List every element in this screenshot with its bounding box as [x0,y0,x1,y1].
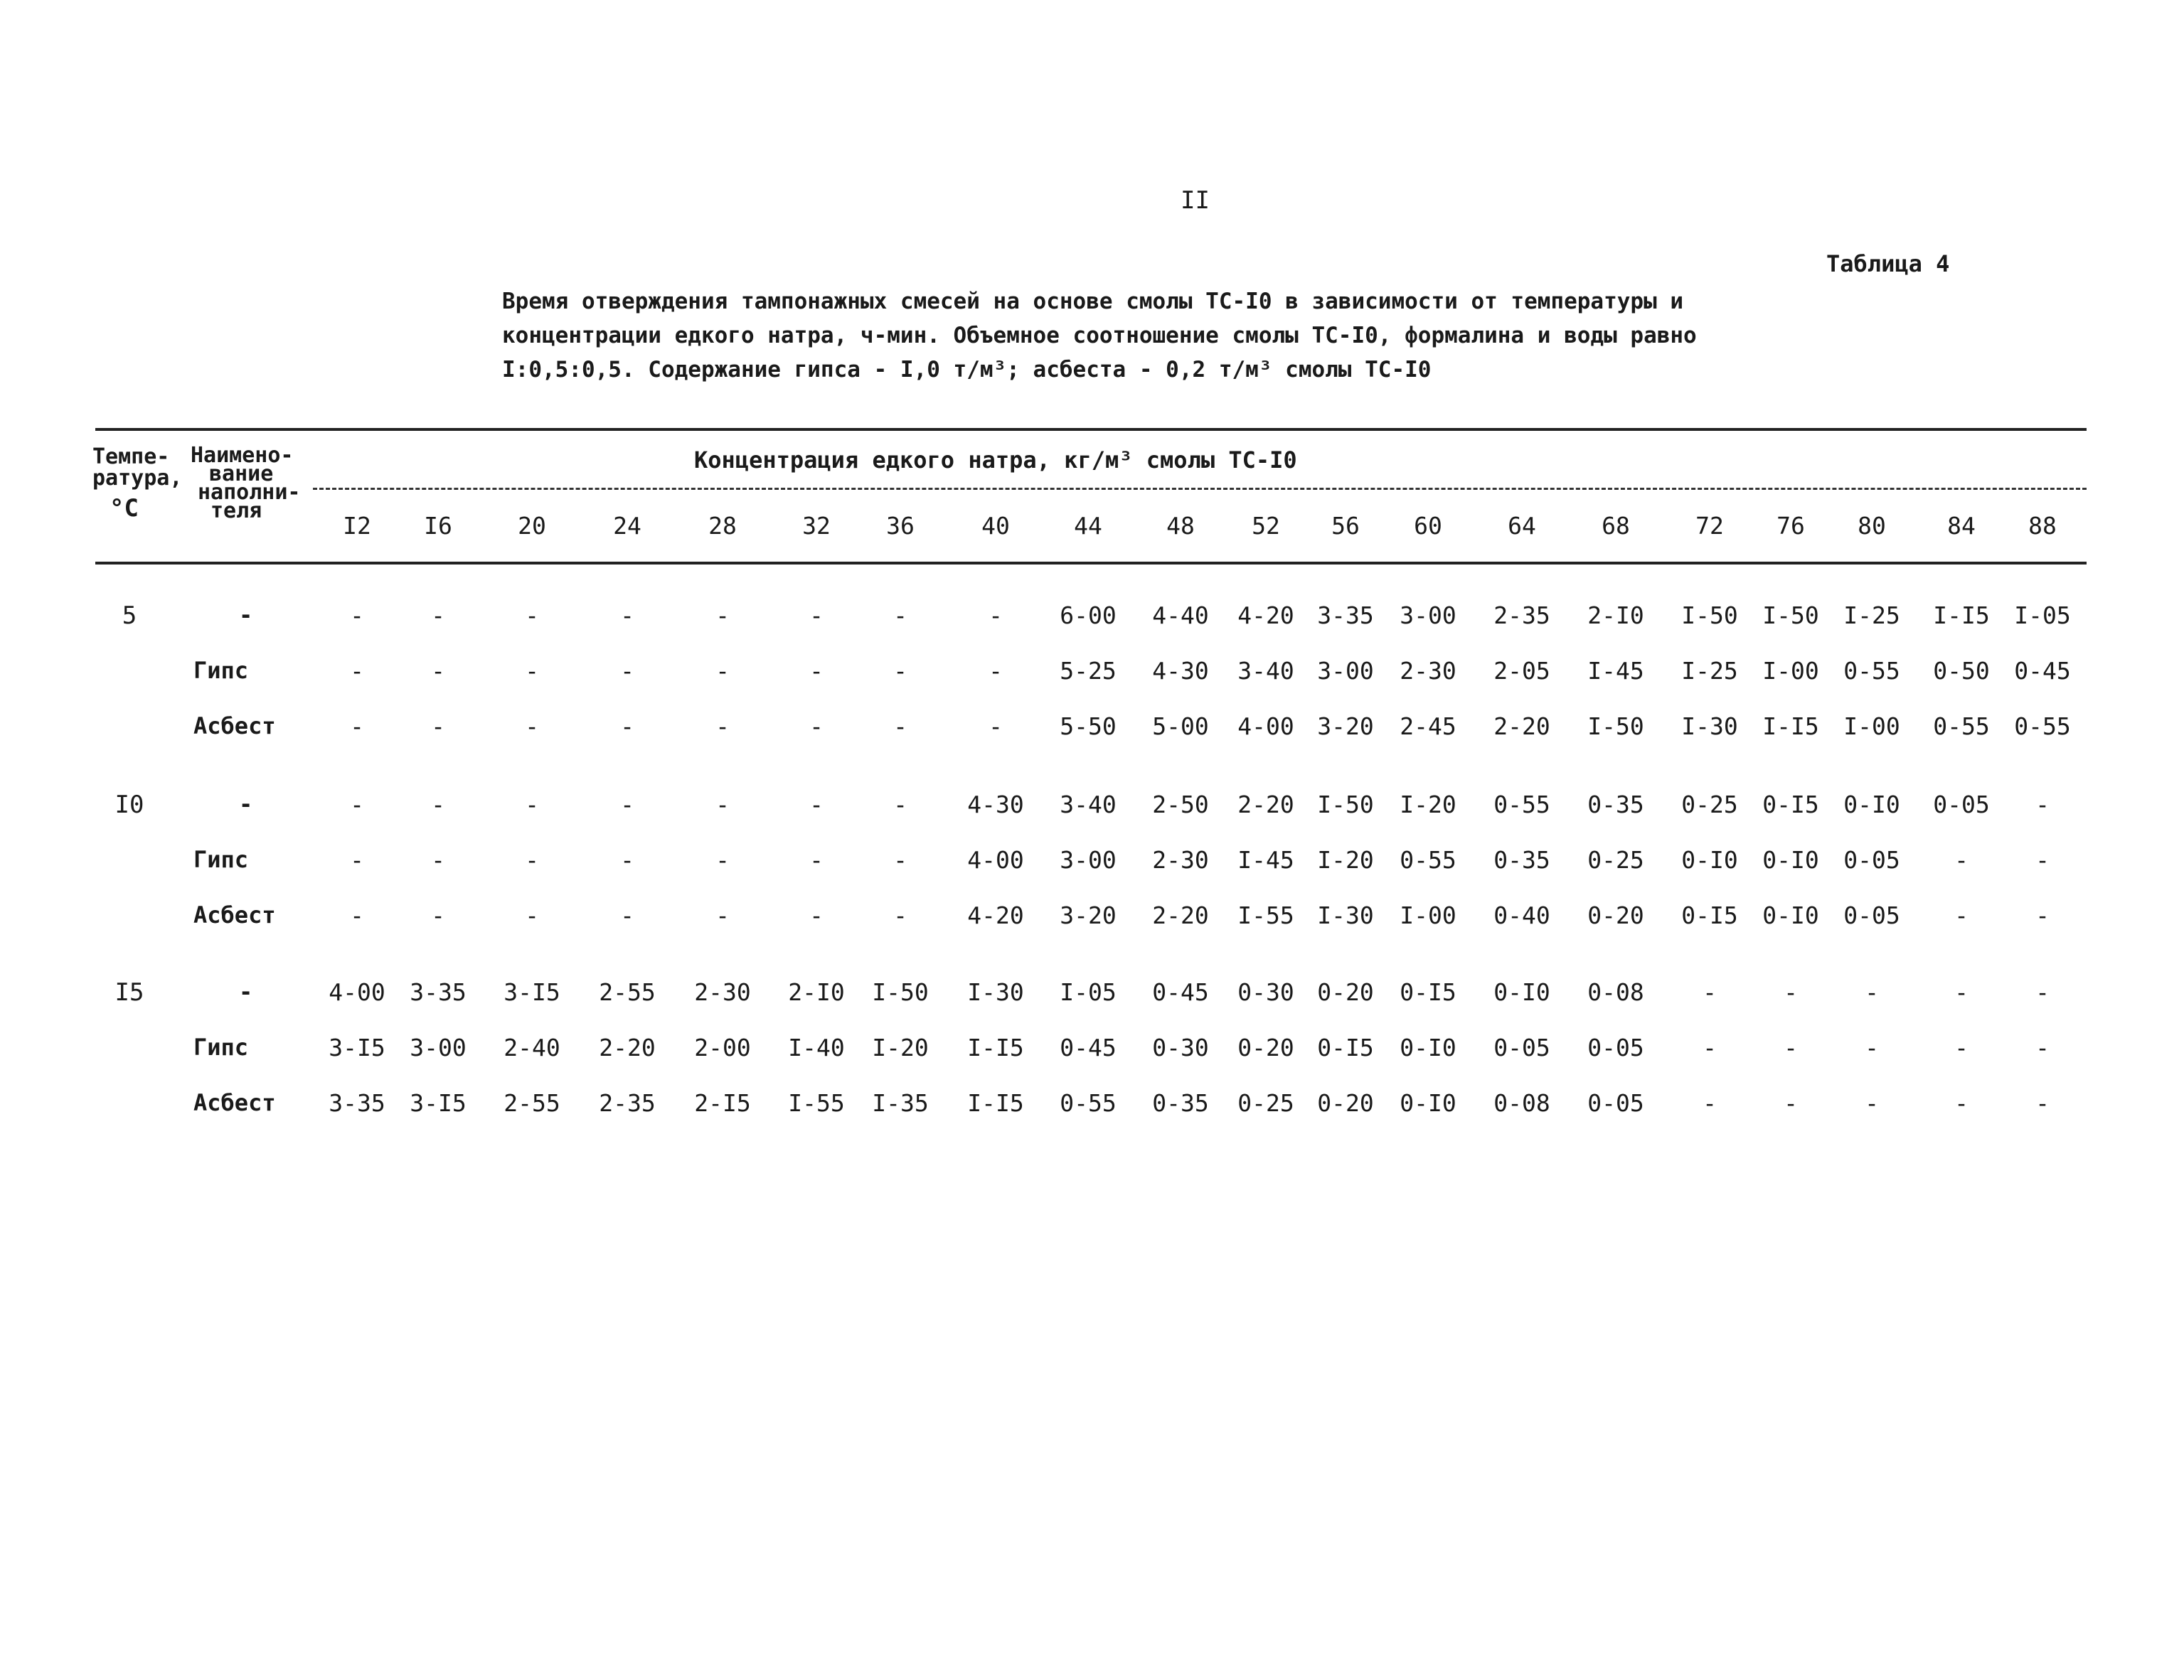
table-cell: 0-I0 [1762,846,1819,874]
table-cell: - [1865,1034,1879,1061]
table-cell: - [809,791,824,818]
table-cell: - [620,846,634,874]
filler-cell: Гипс [193,657,249,684]
table-cell: - [715,901,730,929]
table-cell: - [809,657,824,685]
table-cell: I-45 [1587,657,1644,685]
table-cell: 0-I0 [1400,1034,1456,1061]
temp-header-line-3: °С [110,494,139,523]
table-cell: - [1954,846,1969,874]
table-cell: - [431,601,445,629]
table-cell: - [1954,901,1969,929]
table-cell: 2-35 [1493,601,1550,629]
table-cell: I-I5 [1762,712,1819,740]
table-cell: 3-I5 [410,1089,467,1117]
column-header-1: I6 [424,512,452,540]
table-cell: 0-25 [1237,1089,1294,1117]
table-cell: - [1954,978,1969,1006]
table-cell: - [2035,1089,2050,1117]
table-cell: - [431,712,445,740]
table-cell: - [525,601,539,629]
table-cell: 0-05 [1843,846,1900,874]
table-cell: - [2035,901,2050,929]
table-cell: 2-55 [599,978,656,1006]
table-cell: 0-35 [1152,1089,1209,1117]
table-cell: I-20 [1317,846,1374,874]
table-cell: - [350,601,364,629]
column-header-7: 40 [981,512,1010,540]
table-title-line-3: I:0,5:0,5. Содержание гипса - I,0 т/м³; асбеста - 0,2 т/м³ смолы ТС-I0 [502,357,1432,382]
table-cell: - [620,901,634,929]
filler-header-line-3: наполни- [198,480,301,505]
table-cell: - [620,601,634,629]
table-cell: I-25 [1681,657,1738,685]
table-cell: 3-I5 [504,978,560,1006]
table-cell: - [1865,1089,1879,1117]
table-cell: 0-25 [1681,791,1738,818]
column-header-5: 32 [802,512,831,540]
table-cell: 5-25 [1060,657,1117,685]
table-cell: 2-45 [1400,712,1456,740]
table-cell: - [431,846,445,874]
table-cell: 0-20 [1317,978,1374,1006]
table-cell: I-I5 [967,1089,1024,1117]
table-cell: - [809,601,824,629]
table-cell: 2-40 [504,1034,560,1061]
table-cell: - [620,657,634,685]
table-cell: - [525,791,539,818]
table-cell: 0-05 [1493,1034,1550,1061]
table-cell: - [809,901,824,929]
table-cell: - [1954,1034,1969,1061]
column-header-16: 76 [1777,512,1805,540]
table-cell: I-50 [1681,601,1738,629]
table-label: Таблица 4 [1826,250,1950,277]
table-cell: - [989,657,1003,685]
table-cell: I-00 [1400,901,1456,929]
table-cell: 0-20 [1237,1034,1294,1061]
header-divider-rule [313,488,2087,490]
table-cell: - [715,601,730,629]
table-cell: 2-05 [1493,657,1550,685]
table-cell: - [809,712,824,740]
table-cell: I-40 [788,1034,845,1061]
page-number: II [1181,186,1210,215]
table-cell: 2-20 [1493,712,1550,740]
table-cell: - [431,657,445,685]
table-cell: - [989,601,1003,629]
table-cell: - [350,712,364,740]
table-cell: 3-20 [1060,901,1117,929]
table-cell: 0-55 [1843,657,1900,685]
temp-header-line-1: Темпе- [92,444,170,469]
table-cell: 0-55 [1060,1089,1117,1117]
table-cell: - [1865,978,1879,1006]
table-cell: - [893,657,907,685]
table-cell: 0-I0 [1400,1089,1456,1117]
table-cell: 4-30 [967,791,1024,818]
table-cell: 4-00 [329,978,385,1006]
table-cell: - [715,712,730,740]
table-cell: 0-40 [1493,901,1550,929]
filler-header-line-1: Наимено- [191,443,294,468]
table-cell: 3-00 [1317,657,1374,685]
table-cell: - [2035,846,2050,874]
table-cell: 0-45 [1060,1034,1117,1061]
table-cell: 3-00 [1400,601,1456,629]
table-cell: 2-30 [1400,657,1456,685]
table-cell: - [350,791,364,818]
table-cell: 0-I5 [1681,901,1738,929]
filler-cell: Асбест [193,712,276,739]
column-header-18: 84 [1947,512,1976,540]
table-cell: 0-55 [2014,712,2071,740]
table-cell: 0-55 [1493,791,1550,818]
table-cell: 3-40 [1237,657,1294,685]
filler-cell: - [239,791,253,818]
table-cell: I-55 [788,1089,845,1117]
table-cell: I-00 [1762,657,1819,685]
table-cell: 2-50 [1152,791,1209,818]
table-cell: 2-I5 [694,1089,751,1117]
table-cell: 2-20 [1152,901,1209,929]
column-header-2: 20 [518,512,546,540]
filler-cell: - [239,978,253,1005]
table-cell: - [431,901,445,929]
temperature-column-header [92,444,183,523]
filler-cell: Асбест [193,1089,276,1116]
column-header-9: 48 [1166,512,1195,540]
table-cell: - [2035,978,2050,1006]
table-cell: 0-I0 [1762,901,1819,929]
table-cell: - [1954,1089,1969,1117]
table-cell: I-I5 [967,1034,1024,1061]
column-header-14: 68 [1602,512,1630,540]
column-header-15: 72 [1695,512,1724,540]
table-cell: 2-30 [694,978,751,1006]
table-cell: I-25 [1843,601,1900,629]
table-cell: 0-35 [1587,791,1644,818]
column-header-11: 56 [1331,512,1360,540]
table-cell: - [1703,1034,1717,1061]
table-cell: - [525,712,539,740]
table-cell: 2-20 [1237,791,1294,818]
column-header-13: 64 [1508,512,1536,540]
table-cell: I-45 [1237,846,1294,874]
table-cell: 4-00 [967,846,1024,874]
table-cell: 0-05 [1933,791,1990,818]
column-header-6: 36 [886,512,915,540]
table-cell: 0-I5 [1762,791,1819,818]
table-cell: 3-I5 [329,1034,385,1061]
table-cell: 2-00 [694,1034,751,1061]
table-cell: 4-30 [1152,657,1209,685]
table-cell: 0-55 [1400,846,1456,874]
header-bottom-rule [95,562,2087,565]
filler-cell: Гипс [193,1034,249,1061]
table-cell: 4-20 [1237,601,1294,629]
table-cell: - [620,712,634,740]
table-cell: - [350,901,364,929]
filler-cell: Асбест [193,901,276,929]
table-cell: 3-35 [1317,601,1374,629]
table-cell: 3-00 [410,1034,467,1061]
table-cell: 0-08 [1587,978,1644,1006]
table-cell: 6-00 [1060,601,1117,629]
column-header-10: 52 [1252,512,1280,540]
table-cell: 0-45 [1152,978,1209,1006]
table-cell: I-35 [872,1089,929,1117]
table-cell: 3-40 [1060,791,1117,818]
table-cell: - [350,657,364,685]
table-cell: - [2035,791,2050,818]
table-cell: - [350,846,364,874]
table-cell: - [715,846,730,874]
column-header-4: 28 [708,512,737,540]
table-cell: - [893,712,907,740]
table-cell: 0-I5 [1317,1034,1374,1061]
table-cell: - [1703,1089,1717,1117]
column-header-3: 24 [613,512,641,540]
table-cell: - [893,791,907,818]
table-cell: 2-55 [504,1089,560,1117]
temp-header-line-2: ратура, [92,466,183,491]
table-cell: I-05 [1060,978,1117,1006]
temperature-cell: I0 [114,791,144,819]
table-cell: 0-25 [1587,846,1644,874]
table-cell: - [1784,1034,1798,1061]
table-cell: 0-I0 [1493,978,1550,1006]
filler-cell: - [239,601,253,628]
table-cell: - [989,712,1003,740]
table-cell: 0-05 [1587,1034,1644,1061]
table-title-line-2: концентрации едкого натра, ч-мин. Объемное соотношение смолы ТС-I0, формалина и воды равно [502,323,1697,348]
table-cell: 5-00 [1152,712,1209,740]
table-cell: I-30 [967,978,1024,1006]
table-cell: I-20 [872,1034,929,1061]
table-cell: I-50 [1587,712,1644,740]
table-cell: 4-20 [967,901,1024,929]
table-cell: 0-I5 [1400,978,1456,1006]
table-cell: 0-20 [1587,901,1644,929]
table-cell: 4-00 [1237,712,1294,740]
table-cell: 2-20 [599,1034,656,1061]
table-cell: I-50 [1762,601,1819,629]
table-cell: 4-40 [1152,601,1209,629]
table-cell: - [525,846,539,874]
table-cell: 0-30 [1237,978,1294,1006]
table-cell: - [1784,1089,1798,1117]
column-header-0: I2 [343,512,371,540]
table-cell: 2-I0 [788,978,845,1006]
table-cell: - [893,846,907,874]
table-cell: - [715,791,730,818]
table-cell: - [431,791,445,818]
table-cell: I-50 [872,978,929,1006]
table-cell: I-30 [1681,712,1738,740]
table-cell: 2-I0 [1587,601,1644,629]
table-cell: 0-45 [2014,657,2071,685]
temperature-cell: 5 [122,601,137,630]
table-cell: I-50 [1317,791,1374,818]
column-header-12: 60 [1414,512,1442,540]
table-cell: 0-50 [1933,657,1990,685]
table-cell: I-05 [2014,601,2071,629]
table-cell: I-00 [1843,712,1900,740]
filler-column-header [191,443,301,523]
temperature-cell: I5 [114,978,144,1007]
table-cell: - [715,657,730,685]
table-cell: - [1784,978,1798,1006]
table-cell: - [525,901,539,929]
table-cell: 0-20 [1317,1089,1374,1117]
column-header-17: 80 [1858,512,1886,540]
table-cell: I-55 [1237,901,1294,929]
filler-header-line-4: теля [211,498,262,523]
table-cell: - [893,601,907,629]
table-cell: 5-50 [1060,712,1117,740]
table-cell: 0-35 [1493,846,1550,874]
table-cell: - [2035,1034,2050,1061]
table-cell: - [809,846,824,874]
filler-cell: Гипс [193,846,249,873]
table-cell: 3-35 [410,978,467,1006]
table-cell: I-I5 [1933,601,1990,629]
table-cell: 0-55 [1933,712,1990,740]
table-cell: 3-35 [329,1089,385,1117]
table-cell: 0-I0 [1681,846,1738,874]
column-header-8: 44 [1074,512,1102,540]
filler-header-line-2: вание [209,461,274,486]
table-cell: 2-35 [599,1089,656,1117]
column-header-19: 88 [2028,512,2057,540]
table-cell: 2-30 [1152,846,1209,874]
table-cell: 0-08 [1493,1089,1550,1117]
table-top-rule [95,428,2087,431]
table-cell: 0-05 [1843,901,1900,929]
concentration-header: Концентрация едкого натра, кг/м³ смолы ТС-I0 [694,446,1297,473]
table-cell: I-20 [1400,791,1456,818]
table-cell: 3-00 [1060,846,1117,874]
table-cell: 3-20 [1317,712,1374,740]
table-cell: 0-30 [1152,1034,1209,1061]
table-cell: - [525,657,539,685]
table-title-line-1: Время отверждения тампонажных смесей на основе смолы ТС-I0 в зависимости от температуры и [502,289,1684,314]
table-cell: - [1703,978,1717,1006]
table-cell: - [893,901,907,929]
table-cell: - [620,791,634,818]
table-cell: I-30 [1317,901,1374,929]
table-cell: 0-I0 [1843,791,1900,818]
table-cell: 0-05 [1587,1089,1644,1117]
